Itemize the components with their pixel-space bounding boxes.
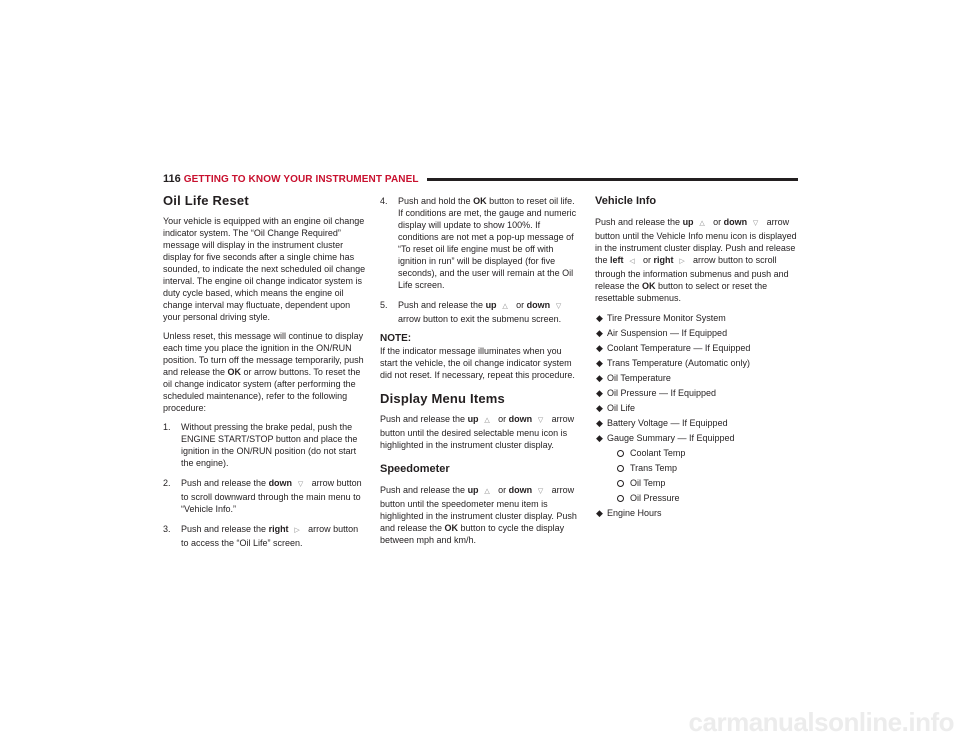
bullet-icon: ◆ — [596, 373, 603, 383]
oil-life-intro-paragraph: Your vehicle is equipped with an engine oil change indicator system. The “Oil Change Required” message will display in the instrument cluster display for five seconds after a single chime has sounded, to indicate the next scheduled oil change interval. The engine oil change indicator system is duty cycle based, which means the engine oil change interval may fluctuate, dependent upon your personal driving style. — [163, 216, 366, 322]
section-title: GETTING TO KNOW YOUR INSTRUMENT PANEL — [183, 173, 419, 185]
up-arrow-icon: △ — [484, 488, 490, 495]
list-item: ◆ Oil Life — [596, 403, 636, 413]
display-menu-items-heading: Display Menu Items — [380, 391, 505, 406]
header-rule — [427, 178, 798, 181]
circle-bullet-icon — [617, 465, 624, 472]
sub-list-item: Oil Pressure — [615, 493, 800, 504]
up-arrow-icon: △ — [699, 220, 705, 227]
speedometer-paragraph: Push and release the up △ or down ▽ arrow button until the speedometer menu item is highlighted in the instrument cluster display. Push and release the OK button to cycle the display between mph and km/h. — [380, 485, 577, 545]
column-right — [595, 195, 800, 523]
circle-bullet-icon — [617, 495, 624, 502]
up-arrow-icon: △ — [484, 417, 490, 424]
gauge-summary-sublist — [607, 448, 800, 504]
oil-life-reset-paragraph: Unless reset, this message will continue to display each time you place the ignition in the ON/RUN position. To turn off the message temporarily, push and release the OK or arrow buttons. To reset the oil change indicator system (after performing the scheduled maintenance), refer to the following procedure: — [163, 331, 364, 413]
down-arrow-icon: ▽ — [752, 220, 759, 227]
list-item: ◆ Air Suspension — If Equipped — [596, 328, 728, 338]
list-item: ◆ Gauge Summary — If Equipped Coolant Temp Trans Temp Oil Temp Oil Pressure — [595, 433, 800, 504]
vehicle-info-list — [595, 313, 800, 519]
list-item: ◆ Oil Temperature — [596, 373, 671, 383]
note-label: NOTE: — [380, 333, 412, 344]
watermark: carmanualsonline.info — [688, 707, 954, 737]
step-1: 1. Without pressing the brake pedal, push the ENGINE START/STOP button and place the ignition in the ON/RUN position (do not start the engine). — [163, 422, 358, 468]
step-3: 3. Push and release the right ▷ arrow button to access the “Oil Life” screen. — [163, 524, 359, 548]
circle-bullet-icon — [617, 480, 624, 487]
bullet-icon: ◆ — [596, 358, 603, 368]
bullet-icon: ◆ — [596, 388, 603, 398]
oil-life-reset-heading: Oil Life Reset — [163, 193, 249, 208]
reset-steps — [163, 421, 368, 549]
vehicle-info-paragraph: Push and release the up △ or down ▽ arrow button until the Vehicle Info menu icon is displayed in the instrument cluster display. Push and release the left ◁ or right ▷ arrow button to scroll through the information submenus and push and release the OK button to select or reset the resettable submenus. — [595, 217, 797, 303]
left-arrow-icon: ◁ — [629, 258, 635, 265]
list-item: ◆ Tire Pressure Monitor System — [596, 313, 726, 323]
vehicle-info-heading: Vehicle Info — [595, 195, 657, 207]
sub-list-item: Trans Temp — [615, 463, 800, 474]
speedometer-heading: Speedometer — [380, 463, 450, 475]
down-arrow-icon: ▽ — [537, 488, 544, 495]
column-middle — [380, 195, 580, 553]
note-text: If the indicator message illuminates when you start the vehicle, the oil change indicator system did not reset. If necessary, repeat this procedure. — [380, 346, 575, 380]
bullet-icon: ◆ — [596, 403, 603, 413]
bullet-icon: ◆ — [596, 418, 603, 428]
reset-steps-continued — [380, 195, 580, 325]
page-header — [163, 171, 798, 187]
down-arrow-icon: ▽ — [297, 481, 304, 488]
bullet-icon: ◆ — [596, 508, 603, 518]
step-2: 2. Push and release the down ▽ arrow button to scroll downward through the main menu to “Vehicle Info.” — [163, 478, 362, 514]
list-item: ◆ Engine Hours — [596, 508, 662, 518]
column-left — [163, 195, 368, 557]
list-item: ◆ Coolant Temperature — If Equipped — [596, 343, 751, 353]
down-arrow-icon: ▽ — [537, 417, 544, 424]
page-number: 116 — [163, 173, 181, 185]
list-item: ◆ Trans Temperature (Automatic only) — [596, 358, 751, 368]
display-menu-paragraph: Push and release the up △ or down ▽ arrow button until the desired selectable menu icon is highlighted in the instrument cluster display. — [380, 414, 575, 450]
bullet-icon: ◆ — [596, 313, 603, 323]
list-item: ◆ Battery Voltage — If Equipped — [596, 418, 728, 428]
bullet-icon: ◆ — [596, 433, 603, 443]
step-5: 5. Push and release the up △ or down ▽ arrow button to exit the submenu screen. — [380, 300, 562, 324]
bullet-icon: ◆ — [596, 343, 603, 353]
bullet-icon: ◆ — [596, 328, 603, 338]
right-arrow-icon: ▷ — [679, 258, 685, 265]
up-arrow-icon: △ — [502, 303, 508, 310]
sub-list-item: Coolant Temp — [615, 448, 800, 459]
sub-list-item: Oil Temp — [615, 478, 800, 489]
list-item: ◆ Oil Pressure — If Equipped — [596, 388, 717, 398]
down-arrow-icon: ▽ — [555, 303, 562, 310]
step-4: 4. Push and hold the OK button to reset oil life. If conditions are met, the gauge and numeric display will update to show 100%. If conditions are not met a pop-up message of “To reset oil life engine must be off with ignition in run” will be displayed (for five seconds), and the user will remain at the Oil Life screen. — [380, 196, 577, 290]
right-arrow-icon: ▷ — [294, 527, 300, 534]
circle-bullet-icon — [617, 450, 624, 457]
